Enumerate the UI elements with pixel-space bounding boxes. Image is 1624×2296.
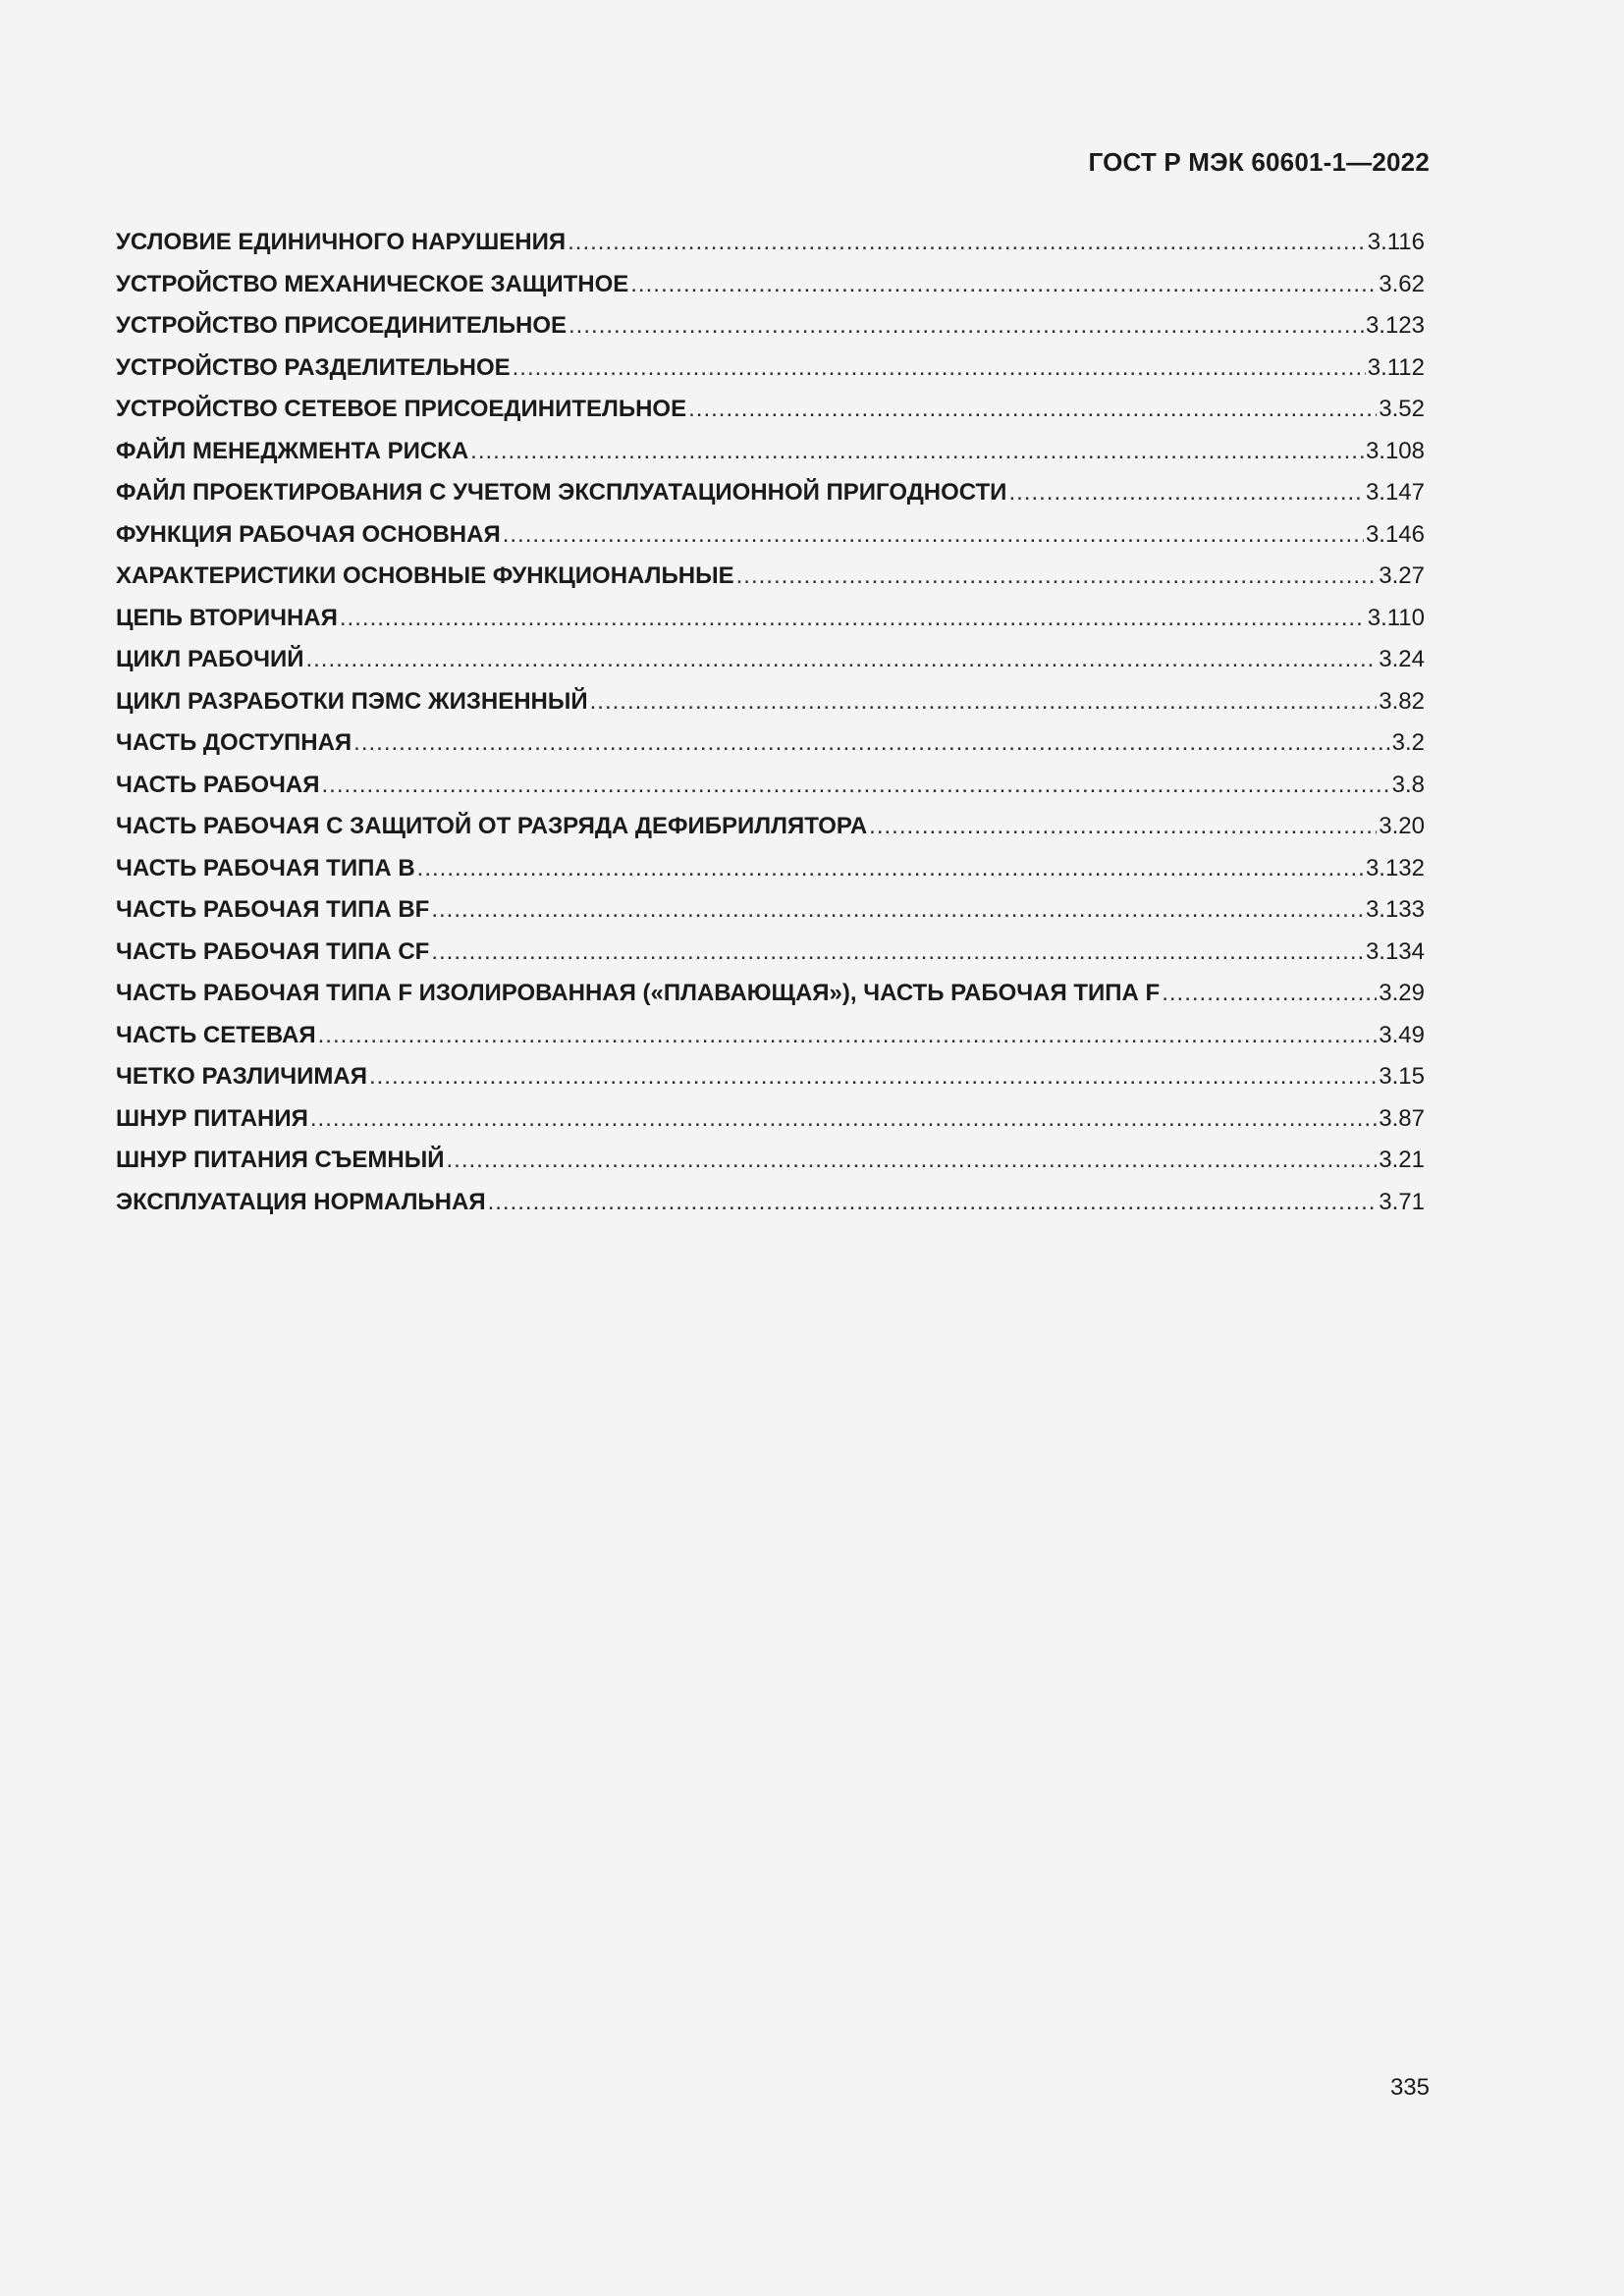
dot-leader — [470, 431, 1364, 473]
dot-leader — [322, 765, 1390, 807]
index-entry — [116, 598, 1425, 640]
dot-leader — [488, 1182, 1378, 1224]
dot-leader — [318, 1015, 1378, 1057]
index-entry — [116, 1098, 1425, 1141]
dot-leader — [431, 889, 1364, 932]
index-entry — [116, 389, 1425, 431]
index-entry — [116, 431, 1425, 473]
dot-leader — [869, 806, 1377, 848]
index-term: ЧАСТЬ СЕТЕВАЯ — [116, 1021, 316, 1048]
page-number: 335 — [1389, 2074, 1430, 2101]
index-entry — [116, 1182, 1425, 1224]
index-reference: 3.108 — [1365, 437, 1425, 464]
index-entry — [116, 305, 1425, 347]
index-entry — [116, 264, 1425, 306]
index-reference: 3.49 — [1379, 1021, 1425, 1048]
index-entry — [116, 347, 1425, 390]
dot-leader — [1008, 472, 1364, 514]
index-entry — [116, 639, 1425, 681]
index-term: ЧАСТЬ РАБОЧАЯ — [116, 771, 320, 798]
index-term: ЦИКЛ РАЗРАБОТКИ ПЭМС ЖИЗНЕННЫЙ — [116, 687, 588, 715]
index-term: ЧАСТЬ РАБОЧАЯ ТИПА CF — [116, 937, 430, 965]
index-entry — [116, 765, 1425, 807]
index-entry — [116, 514, 1425, 557]
index-term: ФАЙЛ ПРОЕКТИРОВАНИЯ С УЧЕТОМ ЭКСПЛУАТАЦИОННОЙ ПРИГОДНОСТИ — [116, 479, 1007, 506]
index-term: ФАЙЛ МЕНЕДЖМЕНТА РИСКА — [116, 437, 469, 464]
index-reference: 3.62 — [1379, 270, 1425, 297]
document-header: ГОСТ Р МЭК 60601-1—2022 — [1088, 147, 1430, 177]
index-term: ХАРАКТЕРИСТИКИ ОСНОВНЫЕ ФУНКЦИОНАЛЬНЫЕ — [116, 562, 734, 589]
index-reference: 3.134 — [1365, 937, 1425, 965]
index-entry — [116, 973, 1425, 1015]
dot-leader — [688, 389, 1377, 431]
index-term: ЧАСТЬ РАБОЧАЯ ТИПА F ИЗОЛИРОВАННАЯ («ПЛАВАЮЩАЯ»), ЧАСТЬ РАБОЧАЯ ТИПА F — [116, 980, 1161, 1006]
index-term: ШНУР ПИТАНИЯ СЪЕМНЫЙ — [116, 1147, 445, 1173]
dot-leader — [310, 1098, 1377, 1141]
index-term: ЭКСПЛУАТАЦИЯ НОРМАЛЬНАЯ — [116, 1188, 486, 1215]
dot-leader — [340, 598, 1366, 640]
index-term: ФУНКЦИЯ РАБОЧАЯ ОСНОВНАЯ — [116, 520, 501, 548]
index-term: ЧАСТЬ РАБОЧАЯ ТИПА BF — [116, 896, 430, 923]
index-reference: 3.123 — [1365, 312, 1425, 339]
index-reference: 3.52 — [1379, 396, 1425, 422]
dot-leader — [431, 932, 1364, 974]
index-term: УСТРОЙСТВО ПРИСОЕДИНИТЕЛЬНОЕ — [116, 312, 568, 339]
index-reference: 3.147 — [1365, 479, 1425, 506]
index-reference: 3.116 — [1367, 229, 1425, 255]
index-reference: 3.87 — [1379, 1104, 1425, 1132]
index-reference: 3.27 — [1379, 562, 1425, 589]
dot-leader — [590, 681, 1378, 723]
dot-leader — [736, 556, 1378, 598]
dot-leader — [630, 264, 1377, 306]
index-term: ЦИКЛ РАБОЧИЙ — [116, 646, 304, 672]
index-entry — [116, 681, 1425, 723]
dot-leader — [353, 722, 1389, 765]
dot-leader — [417, 848, 1364, 890]
dot-leader — [447, 1140, 1378, 1182]
index-reference: 3.15 — [1379, 1063, 1425, 1090]
index-reference: 3.8 — [1391, 771, 1425, 798]
index-term: ЧАСТЬ РАБОЧАЯ ТИПА В — [116, 854, 415, 881]
dot-leader — [513, 347, 1366, 390]
index-entry — [116, 472, 1425, 514]
index-reference: 3.110 — [1367, 604, 1425, 631]
index-term: УСЛОВИЕ ЕДИНИЧНОГО НАРУШЕНИЯ — [116, 229, 567, 255]
index-entry — [116, 1015, 1425, 1057]
index-reference: 3.112 — [1367, 353, 1425, 381]
index-entry — [116, 1056, 1425, 1098]
index-entry — [116, 556, 1425, 598]
alphabetical-index — [116, 222, 1425, 1223]
index-reference: 3.82 — [1379, 687, 1425, 715]
index-reference: 3.20 — [1379, 813, 1425, 839]
index-term: УСТРОЙСТВО СЕТЕВОЕ ПРИСОЕДИНИТЕЛЬНОЕ — [116, 396, 687, 422]
index-entry — [116, 889, 1425, 932]
index-term: УСТРОЙСТВО МЕХАНИЧЕСКОЕ ЗАЩИТНОЕ — [116, 270, 629, 297]
index-entry — [116, 722, 1425, 765]
index-term: ЧЕТКО РАЗЛИЧИМАЯ — [116, 1063, 367, 1090]
index-reference: 3.21 — [1379, 1147, 1425, 1173]
dot-leader — [568, 222, 1366, 264]
index-reference: 3.146 — [1365, 520, 1425, 548]
index-reference: 3.71 — [1379, 1188, 1425, 1215]
dot-leader — [503, 514, 1364, 557]
index-term: ШНУР ПИТАНИЯ — [116, 1104, 308, 1132]
dot-leader — [305, 639, 1377, 681]
index-entry — [116, 848, 1425, 890]
dot-leader — [568, 305, 1364, 347]
index-term: ЦЕПЬ ВТОРИЧНАЯ — [116, 604, 338, 631]
dot-leader — [1162, 973, 1377, 1015]
index-entry — [116, 222, 1425, 264]
index-term: ЧАСТЬ ДОСТУПНАЯ — [116, 729, 352, 756]
index-term: УСТРОЙСТВО РАЗДЕЛИТЕЛЬНОЕ — [116, 353, 511, 381]
index-reference: 3.132 — [1365, 854, 1425, 881]
dot-leader — [369, 1056, 1377, 1098]
index-reference: 3.29 — [1379, 980, 1425, 1006]
index-entry — [116, 932, 1425, 974]
index-entry — [116, 806, 1425, 848]
index-reference: 3.133 — [1365, 896, 1425, 923]
index-entry — [116, 1140, 1425, 1182]
index-reference: 3.2 — [1391, 729, 1425, 756]
index-reference: 3.24 — [1379, 646, 1425, 672]
index-term: ЧАСТЬ РАБОЧАЯ С ЗАЩИТОЙ ОТ РАЗРЯДА ДЕФИБРИЛЛЯТОРА — [116, 813, 868, 839]
